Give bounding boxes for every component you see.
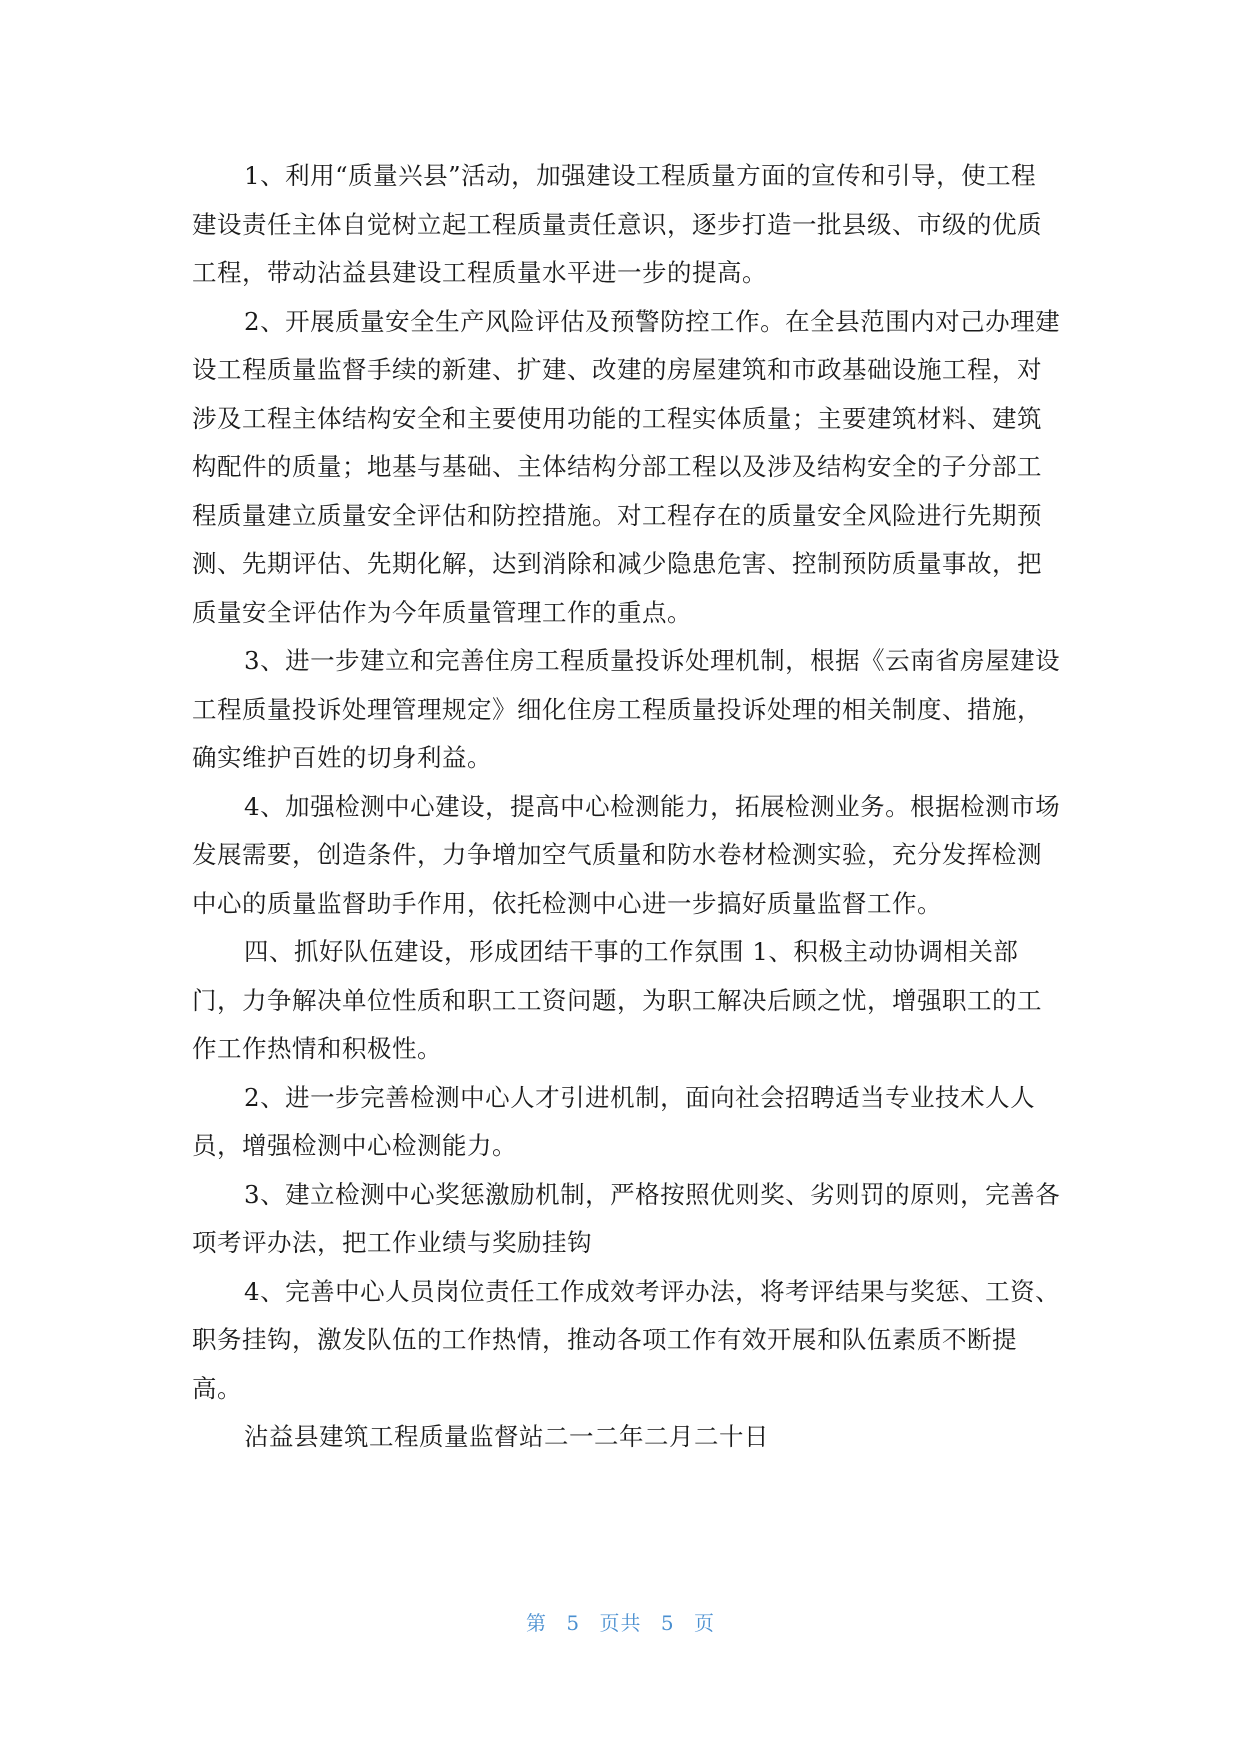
paragraph-complaint-mechanism (192, 637, 1061, 783)
text-line: 沾益县建筑工程质量监督站二一二年二月二十日 (244, 1422, 769, 1451)
text-line: 工程，带动沾益县建设工程质量水平进一步的提高。 (192, 258, 767, 287)
text-line: 涉及工程主体结构安全和主要使用功能的工程实体质量；主要建筑材料、建筑 (192, 403, 1042, 433)
footer-suffix: 页 (693, 1611, 715, 1635)
text-line: 工程质量投诉处理管理规定》细化住房工程质量投诉处理的相关制度、措施， (192, 694, 1042, 724)
text-line: 3、进一步建立和完善住房工程质量投诉处理机制，根据《云南省房屋建设 (244, 646, 1061, 675)
text-line: 测、先期评估、先期化解，达到消除和减少隐患危害、控制预防质量事故，把 (192, 549, 1042, 578)
text-line: 1、利用“质量兴县”活动，加强建设工程质量方面的宣传和引导，使工程 (244, 161, 1037, 190)
paragraph-talent-recruitment (192, 1074, 1052, 1171)
text-line: 门，力争解决单位性质和职工工资问题，为职工解决后顾之忧，增强职工的工 (192, 985, 1042, 1015)
paragraph-testing-center (192, 783, 1061, 929)
text-line: 质量安全评估作为今年质量管理工作的重点。 (192, 597, 692, 627)
text-line: 3、建立检测中心奖惩激励机制，严格按照优则奖、劣则罚的原则，完善各 (244, 1179, 1061, 1209)
footer-middle: 页共 (599, 1611, 642, 1635)
footer-prefix: 第 (526, 1611, 548, 1635)
text-line: 设工程质量监督手续的新建、扩建、改建的房屋建筑和市政基础设施工程，对 (192, 355, 1042, 384)
text-line: 四、抓好队伍建设，形成团结干事的工作氛围 1、积极主动协调相关部 (244, 937, 1019, 966)
page-footer (0, 1607, 1241, 1636)
text-line: 程质量建立质量安全评估和防控措施。对工程存在的质量安全风险进行先期预 (192, 500, 1042, 530)
paragraph-incentive-mechanism (192, 1171, 1061, 1268)
text-line: 发展需要，创造条件，力争增加空气质量和防水卷材检测实验，充分发挥检测 (192, 840, 1042, 869)
text-line: 4、完善中心人员岗位责任工作成效考评办法，将考评结果与奖惩、工资、 (244, 1276, 1061, 1306)
text-line: 项考评办法，把工作业绩与奖励挂钩 (192, 1228, 592, 1257)
footer-total-pages: 5 (660, 1611, 675, 1635)
text-line: 职务挂钩，激发队伍的工作热情，推动各项工作有效开展和队伍素质不断提 (192, 1325, 1017, 1354)
text-line: 2、进一步完善检测中心人才引进机制，面向社会招聘适当专业技术人人 (244, 1082, 1036, 1112)
text-line: 2、开展质量安全生产风险评估及预警防控工作。在全县范围内对己办理建 (244, 306, 1061, 336)
text-line: 员，增强检测中心检测能力。 (192, 1131, 517, 1160)
paragraph-team-building (192, 928, 1052, 1074)
text-line: 构配件的质量；地基与基础、主体结构分部工程以及涉及结构安全的子分部工 (192, 452, 1042, 481)
paragraph-risk-assessment (192, 298, 1061, 638)
text-line: 作工作热情和积极性。 (192, 1034, 442, 1063)
document-body (192, 152, 1061, 1462)
text-line: 建设责任主体自觉树立起工程质量责任意识，逐步打造一批县级、市级的优质 (192, 209, 1042, 239)
text-line: 高。 (192, 1373, 242, 1403)
footer-current-page: 5 (566, 1611, 581, 1635)
paragraph-quality-publicity (192, 152, 1052, 298)
signature-line (192, 1413, 1052, 1462)
text-line: 确实维护百姓的切身利益。 (192, 743, 492, 772)
text-line: 4、加强检测中心建设，提高中心检测能力，拓展检测业务。根据检测市场 (244, 791, 1061, 821)
text-line: 中心的质量监督助手作用，依托检测中心进一步搞好质量监督工作。 (192, 888, 942, 918)
paragraph-performance-evaluation (192, 1268, 1061, 1414)
